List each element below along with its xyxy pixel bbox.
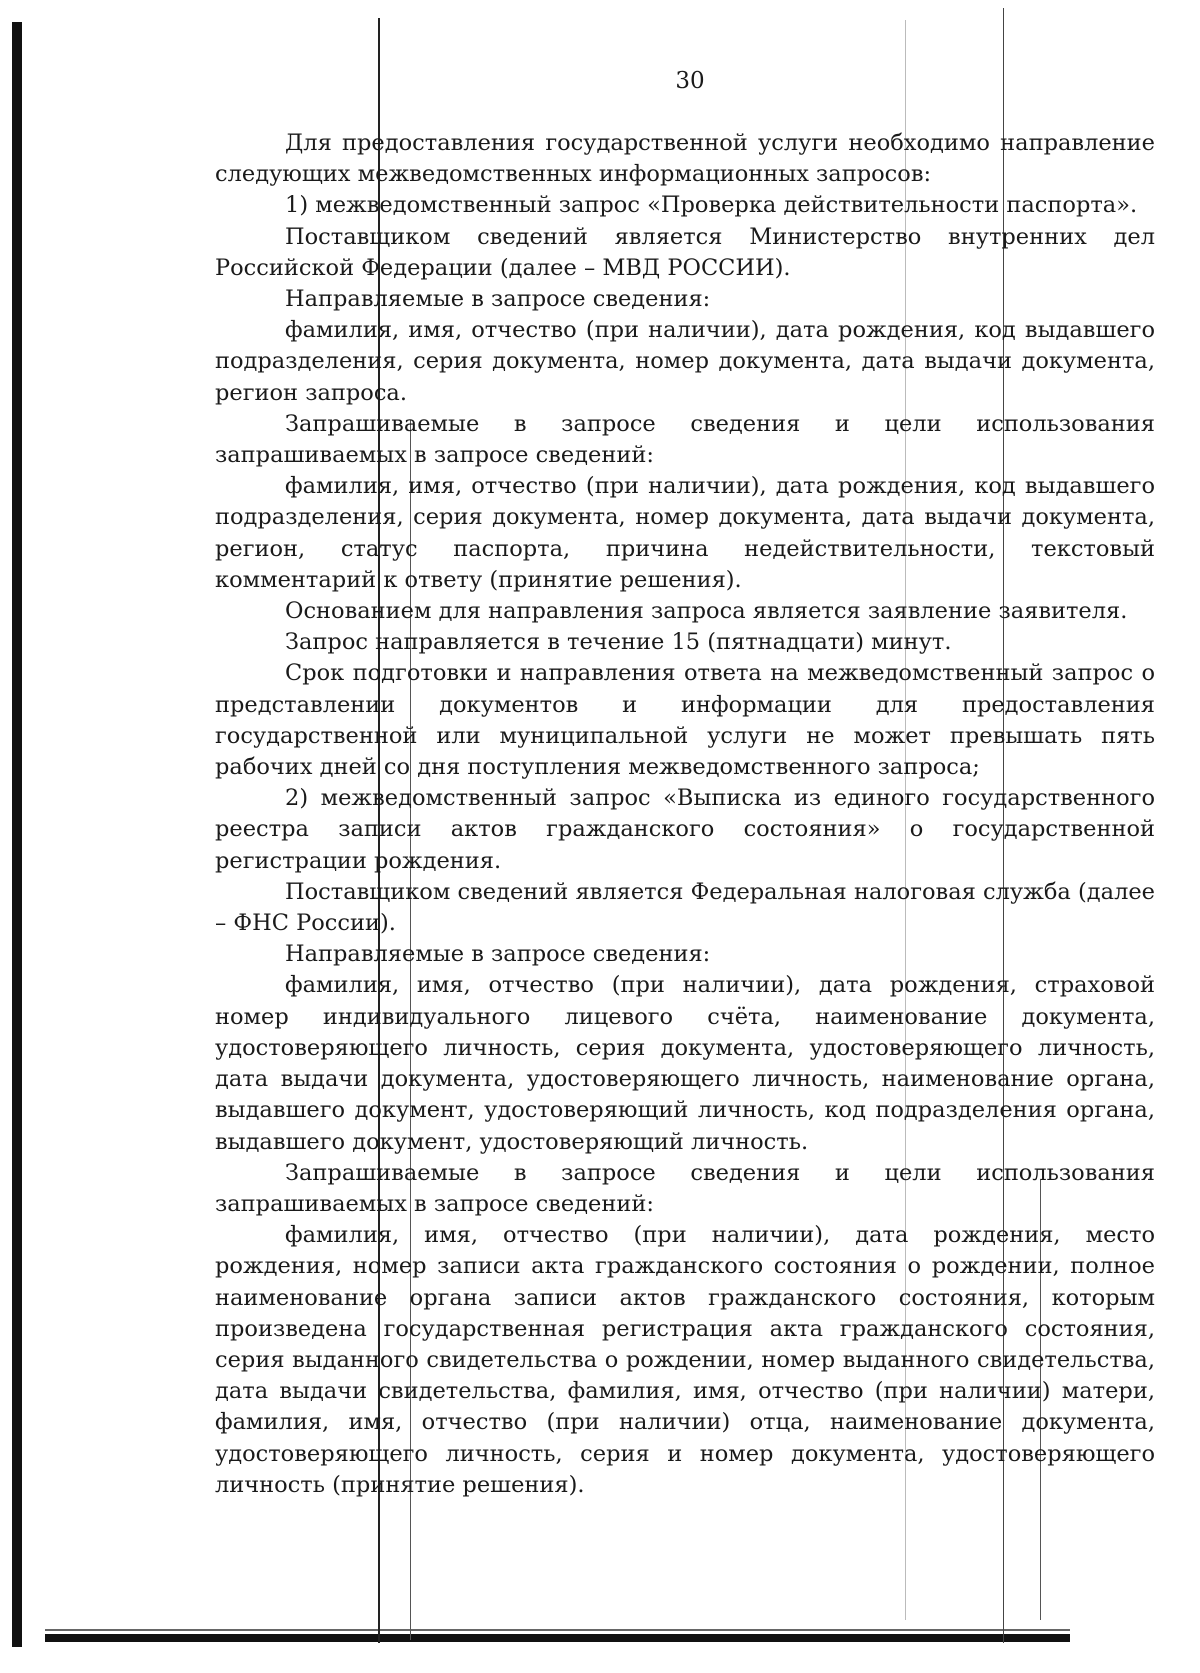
scan-edge-left	[12, 22, 22, 1647]
page-number: 30	[675, 68, 705, 94]
paragraph: Срок подготовки и направления ответа на межведомственный запрос о представлении документов и информации для предоставления государственной или муниципальной услуги не может превышать пять рабочих дней со дня поступления межведомственного запроса;	[215, 660, 1155, 781]
document-body	[215, 128, 1155, 1501]
paragraph: Запрашиваемые в запросе сведения и цели использования запрашиваемых в запросе сведений:	[215, 410, 1155, 469]
paragraph: фамилия, имя, отчество (при наличии), дата рождения, код выдавшего подразделения, серия документа, номер документа, дата выдачи документа, регион, статус паспорта, причина недействительности, текстовый комментарий к ответу (принятие решения).	[215, 473, 1155, 593]
paragraph: 2) межведомственный запрос «Выписка из единого государственного реестра записи актов гражданского состояния» о государственной регистрации рождения.	[215, 785, 1155, 874]
scan-edge-bottom-thin	[45, 1629, 1070, 1631]
paragraph: Запрашиваемые в запросе сведения и цели использования запрашиваемых в запросе сведений:	[215, 1159, 1155, 1217]
paragraph: 1) межведомственный запрос «Проверка действительности паспорта».	[285, 192, 1138, 219]
scan-edge-bottom	[45, 1634, 1070, 1642]
paragraph: Основанием для направления запроса является заявление заявителя.	[285, 598, 1128, 625]
paragraph: фамилия, имя, отчество (при наличии), дата рождения, страховой номер индивидуального лицевого счёта, наименование документа, удостоверяющего личность, серия документа, удостоверяющего личность, дата выдачи документа, удостоверяющего личность, наименование органа, выдавшего документ, удостоверяющий личность, код подразделения органа, выдавшего документ, удостоверяющий личность.	[215, 972, 1155, 1155]
paragraph: фамилия, имя, отчество (при наличии), дата рождения, код выдавшего подразделения, серия документа, номер документа, дата выдачи документа, регион запроса.	[215, 317, 1155, 406]
paragraph: Запрос направляется в течение 15 (пятнадцати) минут.	[285, 629, 952, 656]
paragraph: Поставщиком сведений является Министерство внутренних дел Российской Федерации (далее – МВД РОССИИ).	[215, 223, 1155, 281]
paragraph: Направляемые в запросе сведения:	[285, 941, 711, 968]
paragraph: Направляемые в запросе сведения:	[285, 286, 711, 313]
paragraph: фамилия, имя, отчество (при наличии), дата рождения, место рождения, номер записи акта гражданского состояния о рождении, полное наименование органа записи актов гражданского состояния, которым произведена государственная регистрация акта гражданского состояния, серия выданного свидетельства о рождении, номер выданного свидетельства, дата выдачи свидетельства, фамилия, имя, отчество (при наличии) матери, фамилия, имя, отчество (при наличии) отца, наименование документа, удостоверяющего личность, серия и номер документа, удостоверяющего личность (принятие решения).	[215, 1222, 1155, 1498]
paragraph: Для предоставления государственной услуги необходимо направление следующих межведомственных информационных запросов:	[215, 130, 1155, 188]
paragraph: Поставщиком сведений является Федеральная налоговая служба (далее – ФНС России).	[215, 878, 1155, 937]
